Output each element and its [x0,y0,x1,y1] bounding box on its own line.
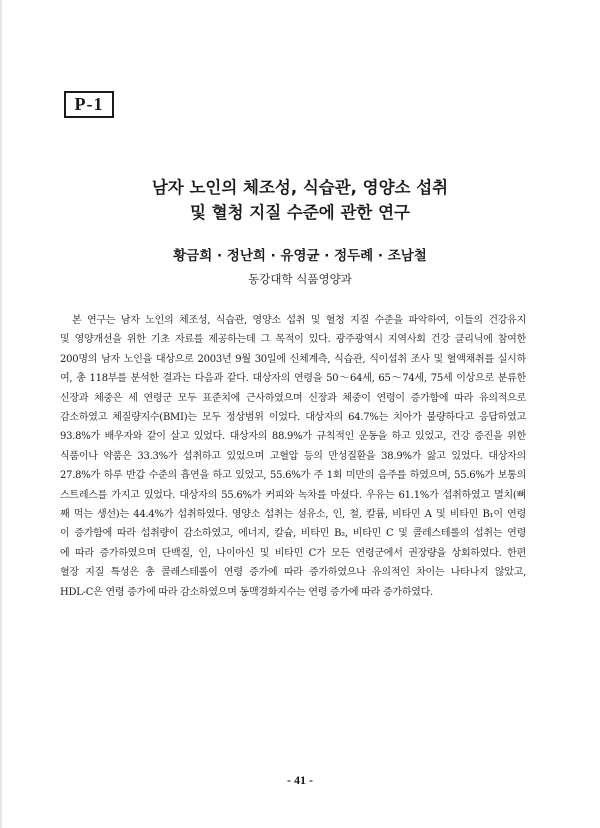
title-line: 남자 노인의 체조성, 식습관, 영양소 섭취 [151,178,449,197]
abstract-line: 93.8%가 배우자와 같이 살고 있었다. 대상자의 88.9%가 규칙적인 운동을 하고 있었고, 건강 증진을 위한 [60,431,526,443]
abstract-line: 감소하였고 체질량지수(BMI)는 모두 정상범위 이었다. 대상자의 64.7%는 치아가 불량하다고 응답하였고 [60,412,526,424]
abstract-line: 여, 총 118부를 분석한 결과는 다음과 같다. 대상자의 연령을 50～64세, 65～74세, 75세 이상으로 분류한 [60,373,526,385]
abstract-line: 27.8%가 하루 반갑 수준의 흡연을 하고 있었고, 55.6%가 주 1회 미만의 음주를 하였으며, 55.6%가 보통의 [60,470,526,482]
poster-label-text: P-1 [74,94,104,114]
abstract-line: 및 영양개선을 위한 기초 자료를 제공하는데 그 목적이 있다. 광주광역시 지역사회 건강 클리닉에 참여한 [60,334,526,346]
abstract-line: 에 따라 증가하였으며 단백질, 인, 나이아신 및 비타민 C가 모든 연령군에서 권장량을 상회하였다. 한편 [60,547,526,559]
abstract-line: 200명의 남자 노인을 대상으로 2003년 9월 30일에 신체계측, 식습관, 식이섭취 조사 및 혈액채취를 실시하 [60,353,526,365]
poster-label [64,91,114,118]
abstract-line: 이 증가함에 따라 섭취량이 감소하였고, 에너지, 칼슘, 비타민 B₂, 비타민 C 및 콜레스테롤의 섭취는 연령 [60,528,526,540]
page-number: - 41 - [287,773,313,787]
abstract-line: 혈장 지질 특성은 총 콜레스테롤이 연령 증가에 따라 증가하였으나 유의적인 차이는 나타나지 않았고, [60,567,526,579]
title-line: 및 혈청 지질 수준에 관한 연구 [190,203,410,222]
abstract-line: HDL-C은 연령 증가에 따라 감소하였으며 동맥경화지수는 연령 증가에 따라 증가하였다. [60,586,433,598]
author-list: 황금희 · 정난희 · 유영균 · 정두례 · 조남철 [173,248,427,264]
abstract-line: 신장과 체중은 세 연령군 모두 표준치에 근사하였으며 신장과 체중이 연령이 증가함에 따라 유의적으로 [60,392,526,404]
paper-title [0,175,600,225]
affiliation: 동강대학 식품영양과 [248,272,352,286]
abstract [60,311,526,602]
abstract-line: 본 연구는 남자 노인의 체조성, 식습관, 영양소 섭취 및 혈청 지질 수준을 파악하여, 이들의 건강유지 [72,315,526,326]
abstract-line: 째 먹는 생선)는 44.4%가 섭취하였다. 영양소 섭취는 섬유소, 인, 철, 칼륨, 비타민 A 및 비타민 B₁이 연령 [60,509,526,521]
abstract-line: 스트레스를 가지고 있었다. 대상자의 55.6%가 커피와 녹차를 마셨다. 우유는 61.1%가 섭취하였고 멸치(뼈 [60,489,526,501]
abstract-line: 식품이나 약품은 33.3%가 섭취하고 있었으며 고혈압 등의 만성질환을 38.9%가 앓고 있었다. 대상자의 [60,450,526,462]
